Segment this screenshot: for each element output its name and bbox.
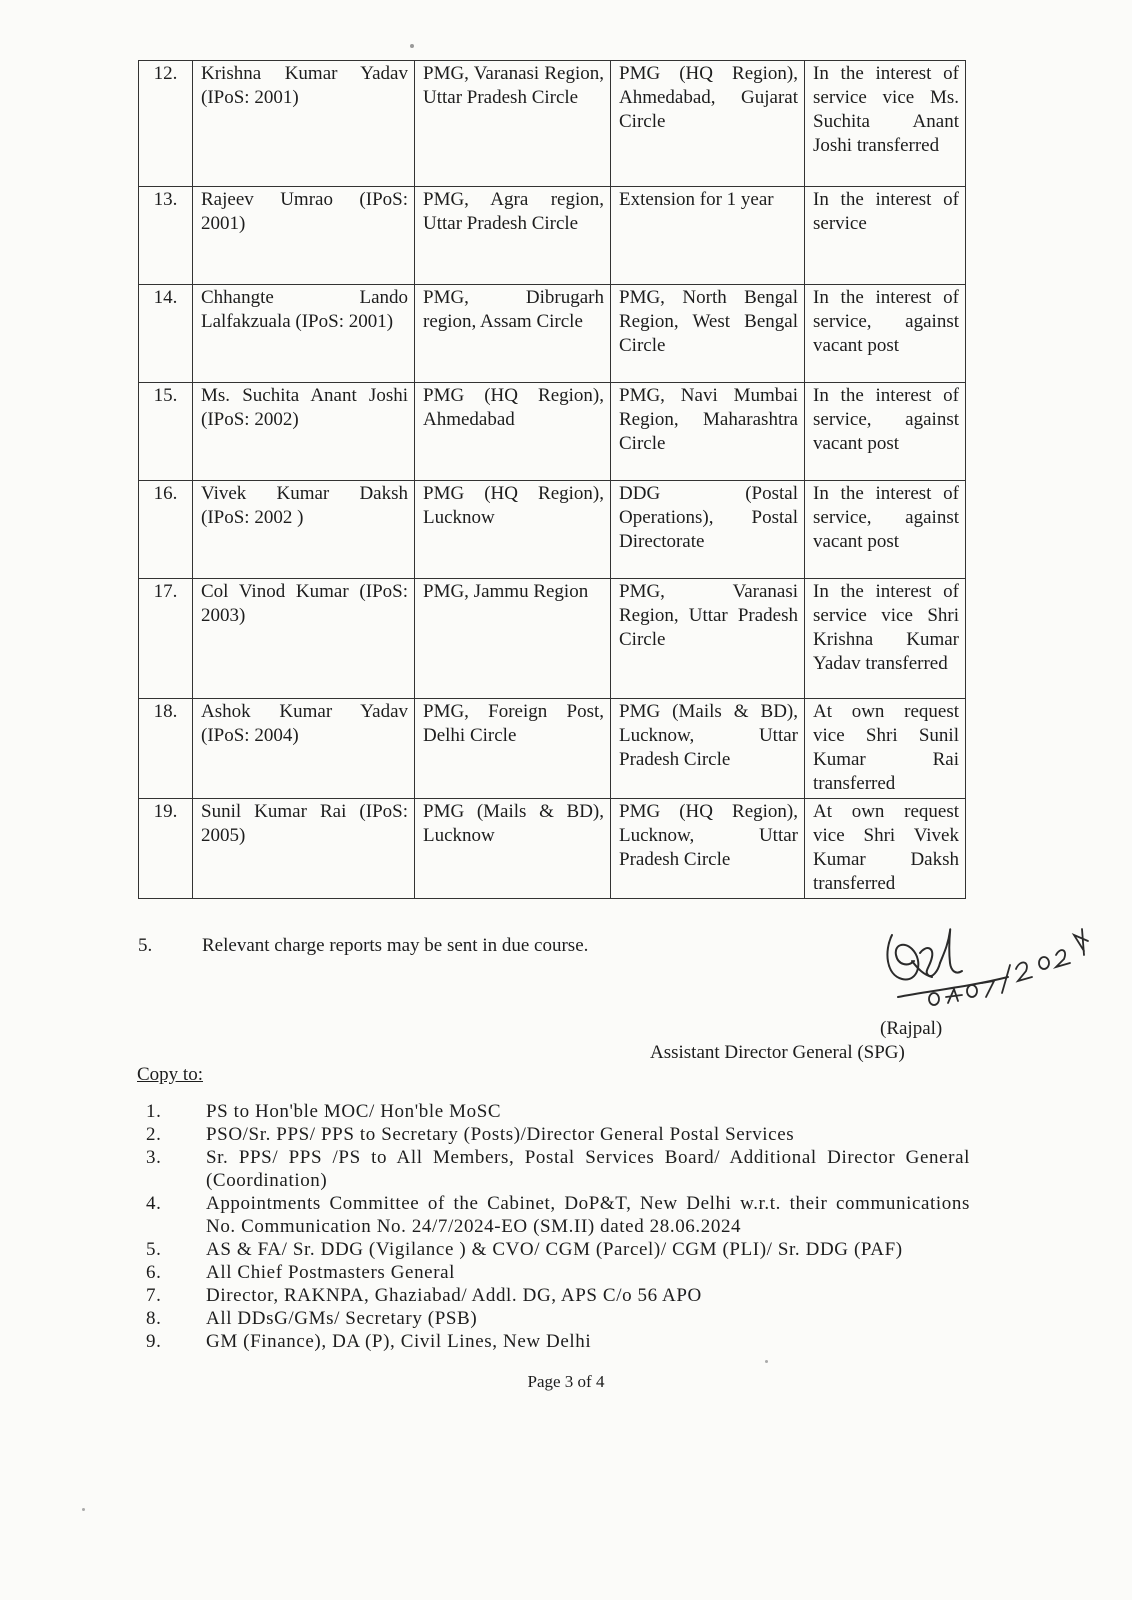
copy-to-list bbox=[138, 1100, 970, 1353]
serial-number-cell: 13. bbox=[139, 187, 193, 285]
table-row bbox=[139, 579, 966, 699]
list-item bbox=[138, 1261, 970, 1284]
present-posting-cell: PMG (HQ Region), Ahmedabad bbox=[415, 383, 611, 481]
new-posting-cell: PMG (Mails & BD), Lucknow, Uttar Pradesh Circle bbox=[611, 699, 805, 799]
list-item-number: 9. bbox=[146, 1331, 162, 1352]
list-item bbox=[138, 1284, 970, 1307]
serial-number-cell: 17. bbox=[139, 579, 193, 699]
remarks-cell: In the interest of service vice Ms. Suchita Anant Joshi transferred bbox=[805, 61, 966, 187]
remarks-cell: In the interest of service, against vacant post bbox=[805, 383, 966, 481]
list-item-text: All DDsG/GMs/ Secretary (PSB) bbox=[206, 1308, 478, 1329]
officer-name-cell: Rajeev Umrao (IPoS: 2001) bbox=[193, 187, 415, 285]
list-item-text: AS & FA/ Sr. DDG (Vigilance ) & CVO/ CGM (Parcel)/ CGM (PLI)/ Sr. DDG (PAF) bbox=[206, 1239, 903, 1260]
list-item-number: 6. bbox=[146, 1262, 162, 1283]
list-item-number: 1. bbox=[146, 1101, 162, 1122]
officer-name-cell: Ms. Suchita Anant Joshi (IPoS: 2002) bbox=[193, 383, 415, 481]
transfer-table bbox=[138, 60, 966, 899]
officer-name-cell: Krishna Kumar Yadav (IPoS: 2001) bbox=[193, 61, 415, 187]
remarks-cell: At own request vice Shri Vivek Kumar Daksh transferred bbox=[805, 799, 966, 899]
table-row bbox=[139, 481, 966, 579]
present-posting-cell: PMG, Dibrugarh region, Assam Circle bbox=[415, 285, 611, 383]
present-posting-cell: PMG (HQ Region), Lucknow bbox=[415, 481, 611, 579]
table-row bbox=[139, 799, 966, 899]
scan-speck bbox=[410, 44, 414, 48]
new-posting-cell: Extension for 1 year bbox=[611, 187, 805, 285]
new-posting-cell: PMG (HQ Region), Ahmedabad, Gujarat Circle bbox=[611, 61, 805, 187]
signatory-name: (Rajpal) bbox=[880, 1018, 943, 1039]
table-row bbox=[139, 383, 966, 481]
serial-number-cell: 14. bbox=[139, 285, 193, 383]
officer-name-cell: Sunil Kumar Rai (IPoS: 2005) bbox=[193, 799, 415, 899]
scan-speck bbox=[82, 1508, 85, 1511]
copy-to-heading: Copy to: bbox=[137, 1064, 203, 1085]
new-posting-cell: PMG, North Bengal Region, West Bengal Circle bbox=[611, 285, 805, 383]
present-posting-cell: PMG, Foreign Post, Delhi Circle bbox=[415, 699, 611, 799]
list-item-text: PSO/Sr. PPS/ PPS to Secretary (Posts)/Director General Postal Services bbox=[206, 1124, 795, 1145]
serial-number-cell: 12. bbox=[139, 61, 193, 187]
remarks-cell: In the interest of service, against vacant post bbox=[805, 285, 966, 383]
table-row bbox=[139, 699, 966, 799]
list-item-text: PS to Hon'ble MOC/ Hon'ble MoSC bbox=[206, 1101, 502, 1122]
serial-number-cell: 15. bbox=[139, 383, 193, 481]
list-item-number: 5. bbox=[146, 1239, 162, 1260]
list-item bbox=[138, 1100, 970, 1123]
new-posting-cell: PMG (HQ Region), Lucknow, Uttar Pradesh Circle bbox=[611, 799, 805, 899]
serial-number-cell: 16. bbox=[139, 481, 193, 579]
present-posting-cell: PMG, Jammu Region bbox=[415, 579, 611, 699]
list-item-number: 3. bbox=[146, 1147, 162, 1168]
paragraph-text: Relevant charge reports may be sent in due course. bbox=[202, 935, 589, 956]
present-posting-cell: PMG (Mails & BD), Lucknow bbox=[415, 799, 611, 899]
list-item bbox=[138, 1330, 970, 1353]
table-row bbox=[139, 61, 966, 187]
officer-name-cell: Chhangte Lando Lalfakzuala (IPoS: 2001) bbox=[193, 285, 415, 383]
list-item bbox=[138, 1146, 970, 1192]
table-row bbox=[139, 187, 966, 285]
list-item bbox=[138, 1307, 970, 1330]
present-posting-cell: PMG, Agra region, Uttar Pradesh Circle bbox=[415, 187, 611, 285]
scan-speck bbox=[765, 1360, 768, 1363]
page-number: Page 3 of 4 bbox=[527, 1372, 605, 1391]
list-item bbox=[138, 1238, 970, 1261]
new-posting-cell: DDG (Postal Operations), Postal Directorate bbox=[611, 481, 805, 579]
serial-number-cell: 19. bbox=[139, 799, 193, 899]
remarks-cell: In the interest of service vice Shri Krishna Kumar Yadav transferred bbox=[805, 579, 966, 699]
remarks-cell: In the interest of service, against vacant post bbox=[805, 481, 966, 579]
remarks-cell: At own request vice Shri Sunil Kumar Rai transferred bbox=[805, 699, 966, 799]
list-item-text: Appointments Committee of the Cabinet, DoP&T, New Delhi w.r.t. their communications No. Communication No. 24/7/2024-EO (SM.II) dated 28.06.2024 bbox=[206, 1193, 970, 1237]
list-item-text: Sr. PPS/ PPS /PS to All Members, Postal Services Board/ Additional Director General (Coordination) bbox=[206, 1147, 970, 1191]
handwritten-signature bbox=[878, 905, 1098, 1015]
new-posting-cell: PMG, Navi Mumbai Region, Maharashtra Circle bbox=[611, 383, 805, 481]
transfer-table-body bbox=[139, 61, 966, 899]
list-item-number: 4. bbox=[146, 1193, 162, 1214]
officer-name-cell: Col Vinod Kumar (IPoS: 2003) bbox=[193, 579, 415, 699]
present-posting-cell: PMG, Varanasi Region, Uttar Pradesh Circle bbox=[415, 61, 611, 187]
paragraph-number: 5. bbox=[138, 935, 153, 956]
officer-name-cell: Vivek Kumar Daksh (IPoS: 2002 ) bbox=[193, 481, 415, 579]
table-row bbox=[139, 285, 966, 383]
signatory-designation: Assistant Director General (SPG) bbox=[650, 1042, 905, 1063]
officer-name-cell: Ashok Kumar Yadav (IPoS: 2004) bbox=[193, 699, 415, 799]
remarks-cell: In the interest of service bbox=[805, 187, 966, 285]
list-item-text: All Chief Postmasters General bbox=[206, 1262, 456, 1283]
list-item bbox=[138, 1192, 970, 1238]
list-item-text: GM (Finance), DA (P), Civil Lines, New Delhi bbox=[206, 1331, 592, 1352]
list-item bbox=[138, 1123, 970, 1146]
list-item-text: Director, RAKNPA, Ghaziabad/ Addl. DG, APS C/o 56 APO bbox=[206, 1285, 702, 1306]
list-item-number: 7. bbox=[146, 1285, 162, 1306]
serial-number-cell: 18. bbox=[139, 699, 193, 799]
list-item-number: 8. bbox=[146, 1308, 162, 1329]
list-item-number: 2. bbox=[146, 1124, 162, 1145]
new-posting-cell: PMG, Varanasi Region, Uttar Pradesh Circle bbox=[611, 579, 805, 699]
